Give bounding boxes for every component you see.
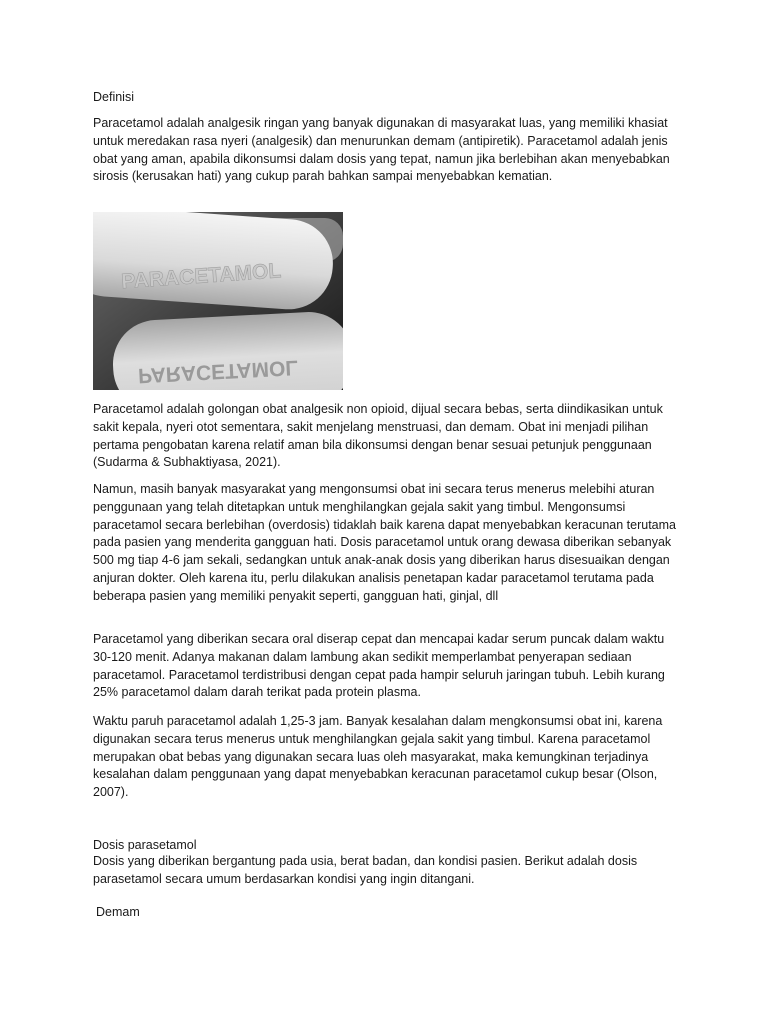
paragraph-dosis-intro: Dosis yang diberikan bergantung pada usia, berat badan, dan kondisi pasien. Berikut adalah dosis parasetamol secara umum berdasarkan kondisi yang ingin ditangani. [93,854,638,886]
heading-demam: Demam [96,905,140,919]
heading-definisi: Definisi [93,90,134,104]
paragraph-classification: Paracetamol adalah golongan obat analgesik non opioid, dijual secara bebas, serta diindikasikan untuk sakit kepala, nyeri otot sementara, sakit menjelang menstruasi, dan demam. Obat ini menjadi pilihan pertama pengobatan karena relatif aman bila dikonsumsi dengan benar sesuai petunjuk penggunaan (Sudarma & Subhaktiyasa, 2021). [93,402,663,470]
paracetamol-tablet-photo [93,212,343,390]
heading-dosis: Dosis parasetamol [93,838,197,852]
paragraph-overdose: Namun, masih banyak masyarakat yang mengonsumsi obat ini secara terus menerus melebihi aturan penggunaan yang telah ditetapkan untuk menghilangkan gejala sakit yang timbul. Mengonsumsi paracetamol secara berlebihan (overdosis) tidaklah baik karena dapat menyebabkan keracunan terutama pada pasien yang menderita gangguan hati. Dosis paracetamol untuk orang dewasa diberikan sebanyak 500 mg tiap 4-6 jam sekali, sedangkan untuk anak-anak dosis yang diberikan harus disesuaikan dengan anjuran dokter. Oleh karena itu, perlu dilakukan analisis penetapan kadar paracetamol terutama pada beberapa pasien yang memiliki penyakit seperti, gangguan hati, ginjal, dll [93,482,676,603]
paragraph-definition: Paracetamol adalah analgesik ringan yang banyak digunakan di masyarakat luas, yang memiliki khasiat untuk meredakan rasa nyeri (analgesik) dan menurunkan demam (antipiretik). Paracetamol adalah jenis obat yang aman, apabila dikonsumsi dalam dosis yang tepat, namun jika berlebihan akan menyebabkan sirosis (kerusakan hati) yang cukup parah bahkan sampai menyebabkan kematian. [93,116,670,184]
paragraph-half-life: Waktu paruh paracetamol adalah 1,25-3 jam. Banyak kesalahan dalam mengkonsumsi obat ini, karena digunakan secara terus menerus untuk menghilangkan gejala sakit yang timbul. Karena paracetamol merupakan obat bebas yang digunakan secara luas oleh masyarakat, maka kemungkinan terjadinya kesalahan dalam penggunaan yang dapat menyebabkan keracunan paracetamol cukup besar (Olson, 2007). [93,714,663,800]
paragraph-absorption: Paracetamol yang diberikan secara oral diserap cepat dan mencapai kadar serum puncak dalam waktu 30-120 menit. Adanya makanan dalam lambung akan sedikit memperlambat penyerapan sediaan paracetamol. Paracetamol terdistribusi dengan cepat pada hampir seluruh jaringan tubuh. Lebih kurang 25% paracetamol dalam darah terikat pada protein plasma. [93,632,665,700]
tablet-imprint: PARACETAMOL [120,259,282,294]
tablet-reflection-imprint: PARACETAMOL [137,355,299,387]
